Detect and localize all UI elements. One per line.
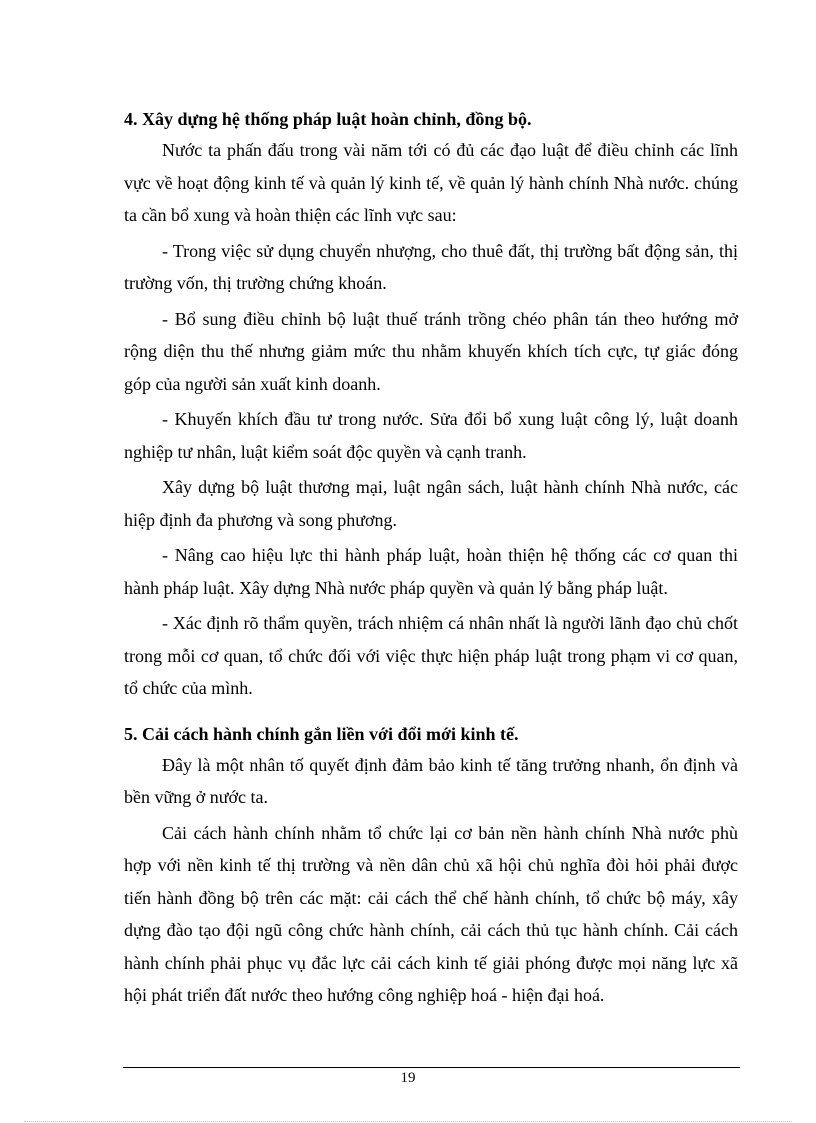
- paragraph: Cải cách hành chính nhằm tổ chức lại cơ bản nền hành chính Nhà nước phù hợp với nền kinh tế thị trường và nền dân chủ xã hội chủ nghĩa đòi hỏi phải được tiến hành đồng bộ trên các mặt: cải cách thể chế hành chính, tổ chức bộ máy, xây dựng đào tạo đội ngũ công chức hành chính, cải cách thủ tục hành chính. Cải cách hành chính phải phục vụ đắc lực cải cách kinh tế giải phóng được mọi năng lực xã hội phát triển đất nước theo hướng công nghiệp hoá - hiện đại hoá.: [124, 822, 738, 1005]
- paragraph: - Khuyến khích đầu tư trong nước. Sửa đổi bổ xung luật công lý, luật doanh nghiệp tư nhân, luật kiểm soát độc quyền và cạnh tranh.: [124, 409, 738, 462]
- section-heading: 5. Cải cách hành chính gắn liền với đổi mới kinh tế.: [124, 723, 519, 744]
- paragraph: - Trong việc sử dụng chuyển nhượng, cho thuê đất, thị trường bất động sản, thị trường vốn, thị trường chứng khoán.: [124, 240, 738, 293]
- paragraph: Nước ta phấn đấu trong vài năm tới có đủ các đạo luật để điều chỉnh các lĩnh vực về hoạt động kinh tế và quản lý kinh tế, về quản lý hành chính Nhà nước. chúng ta cần bổ xung và hoàn thiện các lĩnh vực sau:: [124, 140, 738, 225]
- paragraph: - Xác định rõ thẩm quyền, trách nhiệm cá nhân nhất là người lãnh đạo chủ chốt trong mỗi cơ quan, tổ chức đối với việc thực hiện pháp luật trong phạm vi cơ quan, tổ chức của mình.: [124, 613, 738, 698]
- page-bottom-border: [24, 1121, 792, 1122]
- paragraph: Xây dựng bộ luật thương mại, luật ngân sách, luật hành chính Nhà nước, các hiệp định đa phương và song phương.: [124, 477, 738, 530]
- page-content: [124, 104, 738, 1015]
- section-legal-system: [124, 104, 738, 705]
- paragraph: Đây là một nhân tố quyết định đảm bảo kinh tế tăng trưởng nhanh, ổn định và bền vững ở nước ta.: [124, 754, 738, 807]
- paragraph: - Nâng cao hiệu lực thi hành pháp luật, hoàn thiện hệ thống các cơ quan thi hành pháp luật. Xây dựng Nhà nước pháp quyền và quản lý bằng pháp luật.: [124, 545, 738, 598]
- paragraph: - Bổ sung điều chỉnh bộ luật thuế tránh trồng chéo phân tán theo hướng mở rộng diện thu thế nhưng giảm mức thu nhằm khuyến khích tích cực, tự giác đóng góp của người sản xuất kinh doanh.: [124, 308, 738, 394]
- page-number: 19: [400, 1070, 416, 1086]
- section-administrative-reform: [124, 719, 738, 1012]
- section-heading: 4. Xây dựng hệ thống pháp luật hoàn chỉnh, đồng bộ.: [124, 109, 532, 129]
